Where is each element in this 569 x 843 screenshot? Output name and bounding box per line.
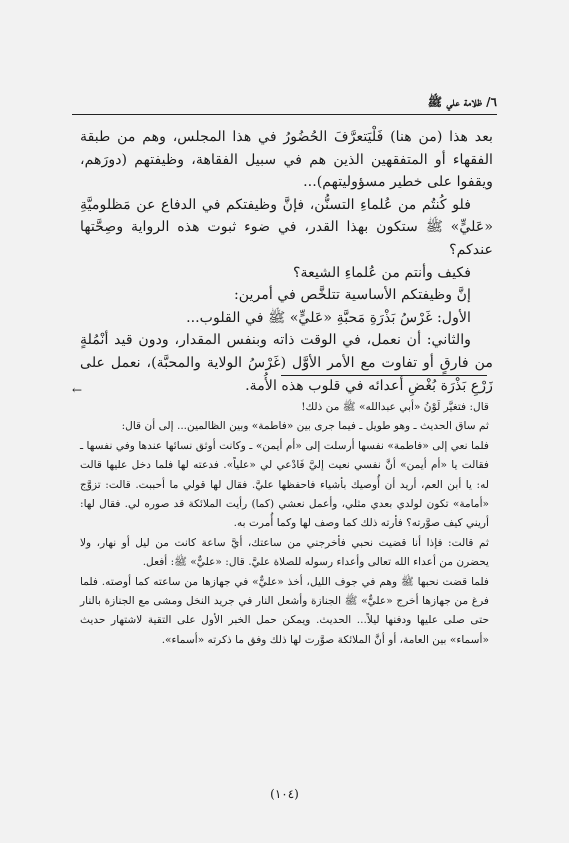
footnote-paragraph: فلما نعي إلى «فاطمة» نفسها أرسلت إلى «أم أيمن» ـ وكانت أوثق نسائها عندها وفي نفسها ـ فقالت يا «أم أيمن» أنَّ نفسي نعيت إليَّ فَادْعي لي «علياً». فدعته لها فلما دخل عليها قالت له: يا أبن العم، أريد أن أُوصيك بأشياء فاحفظها عليَّ. فقال لها قولي ما أحببت. قالت: تزوَّج «أمامة» تكون لولدي بعدي مثلي، وأعمل نعشي (كما) رأيت الملائكة قد صوره لي. فقال لها: أريني كيف صوَّرته؟ فأرته ذلك كما وصف لها وكما أُمرت به. <box>80 439 489 530</box>
main-text <box>80 126 493 397</box>
footnote-separator <box>281 375 487 376</box>
footnote-paragraph: قال: فتغيَّر لَوْنُ «أبي عبدالله» ﷺ من ذلك! <box>301 401 489 413</box>
continuation-arrow-icon: ← <box>72 383 83 397</box>
footnote-paragraph: ثم قالت: فإذا أنا قضيت نحبي فأخرجني من ساعتك، أيَّ ساعة كانت من ليل أو نهار، ولا يحضرن من أعداء الله تعالى وأعداء رسوله للصلاة عليَّ. قال: «عليٌّ» ﷺ: أفعل. <box>80 536 489 569</box>
footnotes <box>80 398 489 650</box>
footnote-paragraph: فلما قضت نحبها ﷺ وهم في جوف الليل، أخذ «عليٌّ» في جهازها من ساعته كما أوصته. فلما فرغ من جهازها أخرج «عليٌّ» ﷺ الجنازة وأشعل النار في جريد النخل ومشى مع الجنازة بالنار حتى صلى عليها ودفنها ليلاً... الحديث. ويمكن حمل الخبر الأول على التقية لاشتهار حديث «أسماء» بين العامة، أو أنَّ الملائكة صوَّرت لها ذلك وفق ما ذكرته «أسماء». <box>80 575 489 646</box>
main-paragraph: والثاني: أن نعمل، في الوقت ذاته وبنفس المقدار، ودون قيد أنْمُلةٍ من فارقٍ أو تفاوت مع الأمر الأوَّل (غَرْسُ الولاية والمحبَّة)، نعمل على زَرْعِ بَذْرَة بُغْضِ أعدائه في قلوب هذه الأُمة. <box>80 332 493 394</box>
footnote-paragraph: ثم ساق الحديث ـ وهو طويل ـ فيما جرى بين «فاطمة» وبين الظالمين... إلى أن قال: <box>121 420 489 433</box>
page-header <box>72 94 497 115</box>
running-head: ٦/ ظلامة علي ﷺ <box>427 95 497 109</box>
main-paragraph: بعد هذا (من هنا) فَلْيَتعرَّفَ الحُضُورُ في هذا المجلس، وهم من طبقة الفقهاء أو المتفقهين الذين هم في سبيل الفقاهة، وظيفتهم (دورَهم، ويقفوا على خطير مسؤوليتهم)... <box>80 129 493 191</box>
main-paragraph: فكيف وأنتم من عُلماءِ الشيعة؟ <box>292 264 471 281</box>
main-paragraph: إنَّ وظيفتكم الأساسية تتلخَّص في أمرين: <box>233 287 471 304</box>
page-number: (١٠٤) <box>270 787 299 801</box>
main-paragraph: الأول: غَرْسُ بَذْرَةِ مَحبَّةِ «عَليٍّ» ﷺ في القلوب... <box>186 309 471 326</box>
main-paragraph: فلو كُنتُم من عُلماءِ التسنُّن، فإنَّ وظيفتكم في الدفاع عن مَظلوميَّةِ «عَليٍّ» ﷺ ستكون بهذا القدر، في ضوء ثبوت هذه الرواية وصِحَّتها عندكم؟ <box>80 196 493 258</box>
